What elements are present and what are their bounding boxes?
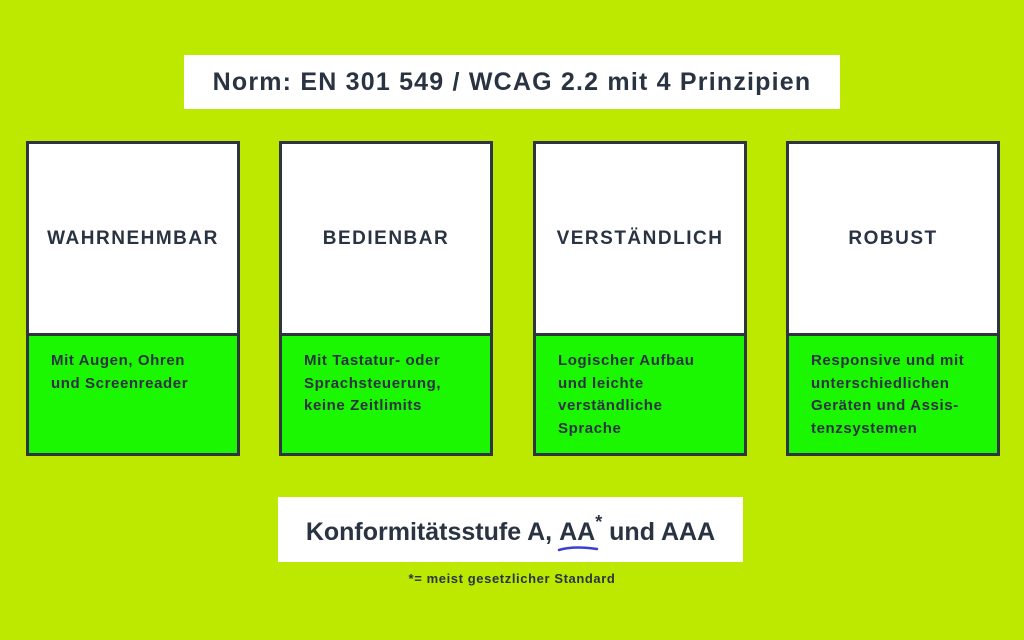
principle-title: WAHRNEHMBAR: [47, 227, 219, 249]
principle-description: Responsive und mit unterschiedlichen Geräten und Assis- tenzsystemen: [811, 352, 965, 437]
principle-card-body: [789, 336, 997, 453]
conformity-suffix: und AAA: [602, 518, 716, 546]
underline-swoosh-icon: [557, 544, 599, 554]
principle-description: Logischer Aufbau und leichte verständliche Sprache: [558, 352, 695, 437]
principle-card-wahrnehmbar: [26, 141, 240, 456]
principle-card-header: [282, 144, 490, 336]
principle-card-body: [536, 336, 744, 453]
title-box: [184, 55, 840, 109]
principle-card-body: [282, 336, 490, 453]
conformity-text: [306, 512, 715, 547]
principle-title: BEDIENBAR: [322, 227, 450, 249]
principle-card-header: [789, 144, 997, 336]
principle-card-robust: [786, 141, 1000, 456]
conformity-highlight-label: AA: [559, 518, 596, 546]
footnote: *= meist gesetzlicher Standard: [408, 571, 616, 586]
principle-card-verstaendlich: [533, 141, 747, 456]
principle-title: ROBUST: [848, 227, 938, 249]
conformity-box: [278, 497, 743, 562]
asterisk-mark: *: [595, 512, 603, 532]
principle-description: Mit Tastatur- oder Sprachsteuerung, keine Zeitlimits: [304, 352, 442, 414]
principle-card-header: [29, 144, 237, 336]
page-title: Norm: EN 301 549 / WCAG 2.2 mit 4 Prinzipien: [212, 67, 812, 96]
principle-title: VERSTÄNDLICH: [556, 227, 724, 249]
principle-card-bedienbar: [279, 141, 493, 456]
conformity-prefix: Konformitätsstufe A,: [305, 518, 560, 546]
principle-description: Mit Augen, Ohren und Screenreader: [51, 352, 189, 392]
conformity-highlight: [559, 512, 602, 547]
principle-card-header: [536, 144, 744, 336]
principle-card-body: [29, 336, 237, 453]
